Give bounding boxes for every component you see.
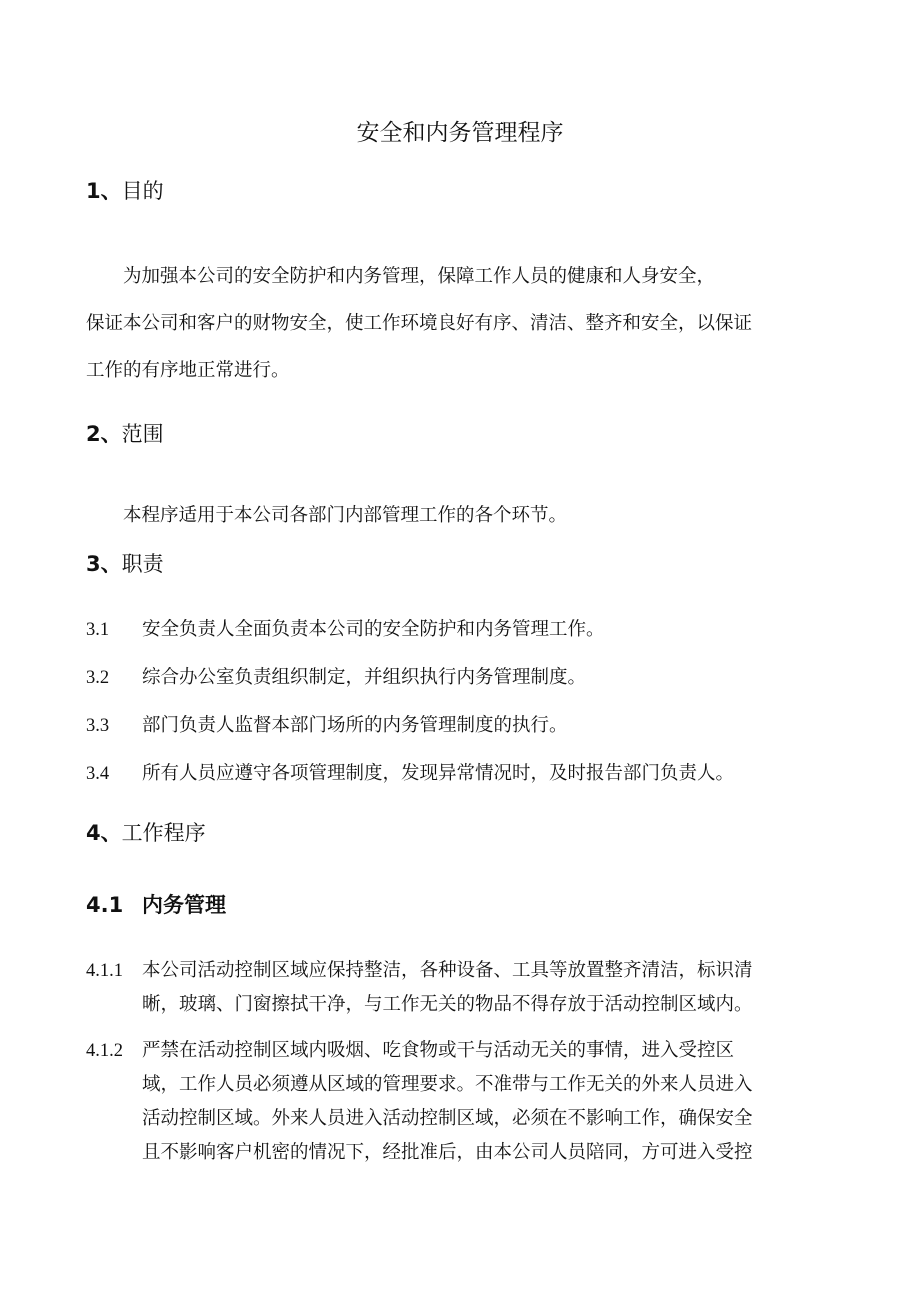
- paragraph-line: 工作的有序地正常进行。: [86, 360, 290, 381]
- section-heading-purpose: [86, 176, 164, 206]
- section-heading-procedure: [86, 818, 206, 848]
- item-text: 所有人员应遵守各项管理制度，发现异常情况时，及时报告部门负责人。: [142, 763, 735, 784]
- subsection-title: 内务管理: [142, 893, 226, 917]
- responsibility-item: [86, 663, 586, 693]
- clause-line: 晰，玻璃、门窗擦拭干净，与工作无关的物品不得存放于活动控制区域内。: [142, 994, 753, 1015]
- section-heading-scope: [86, 419, 164, 449]
- item-text: 安全负责人全面负责本公司的安全防护和内务管理工作。: [142, 619, 605, 640]
- responsibility-item: [86, 759, 734, 789]
- purpose-paragraph: [86, 253, 826, 394]
- paragraph-line: 保证本公司和客户的财物安全，使工作环境良好有序、清洁、整齐和安全，以保证: [86, 313, 753, 334]
- item-text: 综合办公室负责组织制定，并组织执行内务管理制度。: [142, 667, 587, 688]
- section-title: 工作程序: [121, 821, 206, 845]
- responsibility-item: [86, 615, 605, 645]
- subsection-heading-housekeeping: [86, 890, 226, 920]
- clause-number: 4.1.1: [86, 961, 123, 981]
- scope-paragraph: [86, 492, 826, 539]
- page-title: 安全和内务管理程序: [356, 120, 564, 146]
- clause-line: 严禁在活动控制区域内吸烟、吃食物或干与活动无关的事情，进入受控区: [142, 1040, 735, 1061]
- clause-line: 域，工作人员必须遵从区域的管理要求。不准带与工作无关的外来人员进入: [142, 1074, 753, 1095]
- responsibility-item: [86, 711, 568, 741]
- clause-line: 活动控制区域。外来人员进入活动控制区域，必须在不影响工作，确保安全: [142, 1108, 753, 1129]
- section-number: 4、: [86, 821, 122, 845]
- item-number: 3.2: [86, 668, 110, 688]
- item-number: 3.4: [86, 764, 110, 784]
- clause-number: 4.1.2: [86, 1041, 123, 1061]
- section-title: 目的: [121, 179, 164, 203]
- item-text: 部门负责人监督本部门场所的内务管理制度的执行。: [142, 715, 568, 736]
- section-title: 职责: [121, 552, 164, 576]
- item-number: 3.3: [86, 716, 110, 736]
- clause-line: 且不影响客户机密的情况下，经批准后，由本公司人员陪同，方可进入受控: [142, 1142, 753, 1163]
- section-title: 范围: [121, 422, 164, 446]
- item-number: 3.1: [86, 620, 110, 640]
- subsection-number: 4.1: [86, 893, 124, 917]
- section-number: 1、: [86, 179, 122, 203]
- paragraph-line: 本程序适用于本公司各部门内部管理工作的各个环节。: [123, 505, 568, 526]
- section-heading-responsibilities: [86, 549, 164, 579]
- clause-item: [86, 954, 826, 1022]
- clause-item: [86, 1034, 826, 1170]
- section-number: 3、: [86, 552, 122, 576]
- paragraph-line: 为加强本公司的安全防护和内务管理，保障工作人员的健康和人身安全，: [123, 266, 716, 287]
- clause-line: 本公司活动控制区域应保持整洁，各种设备、工具等放置整齐清洁，标识清: [142, 960, 753, 981]
- section-number: 2、: [86, 422, 122, 446]
